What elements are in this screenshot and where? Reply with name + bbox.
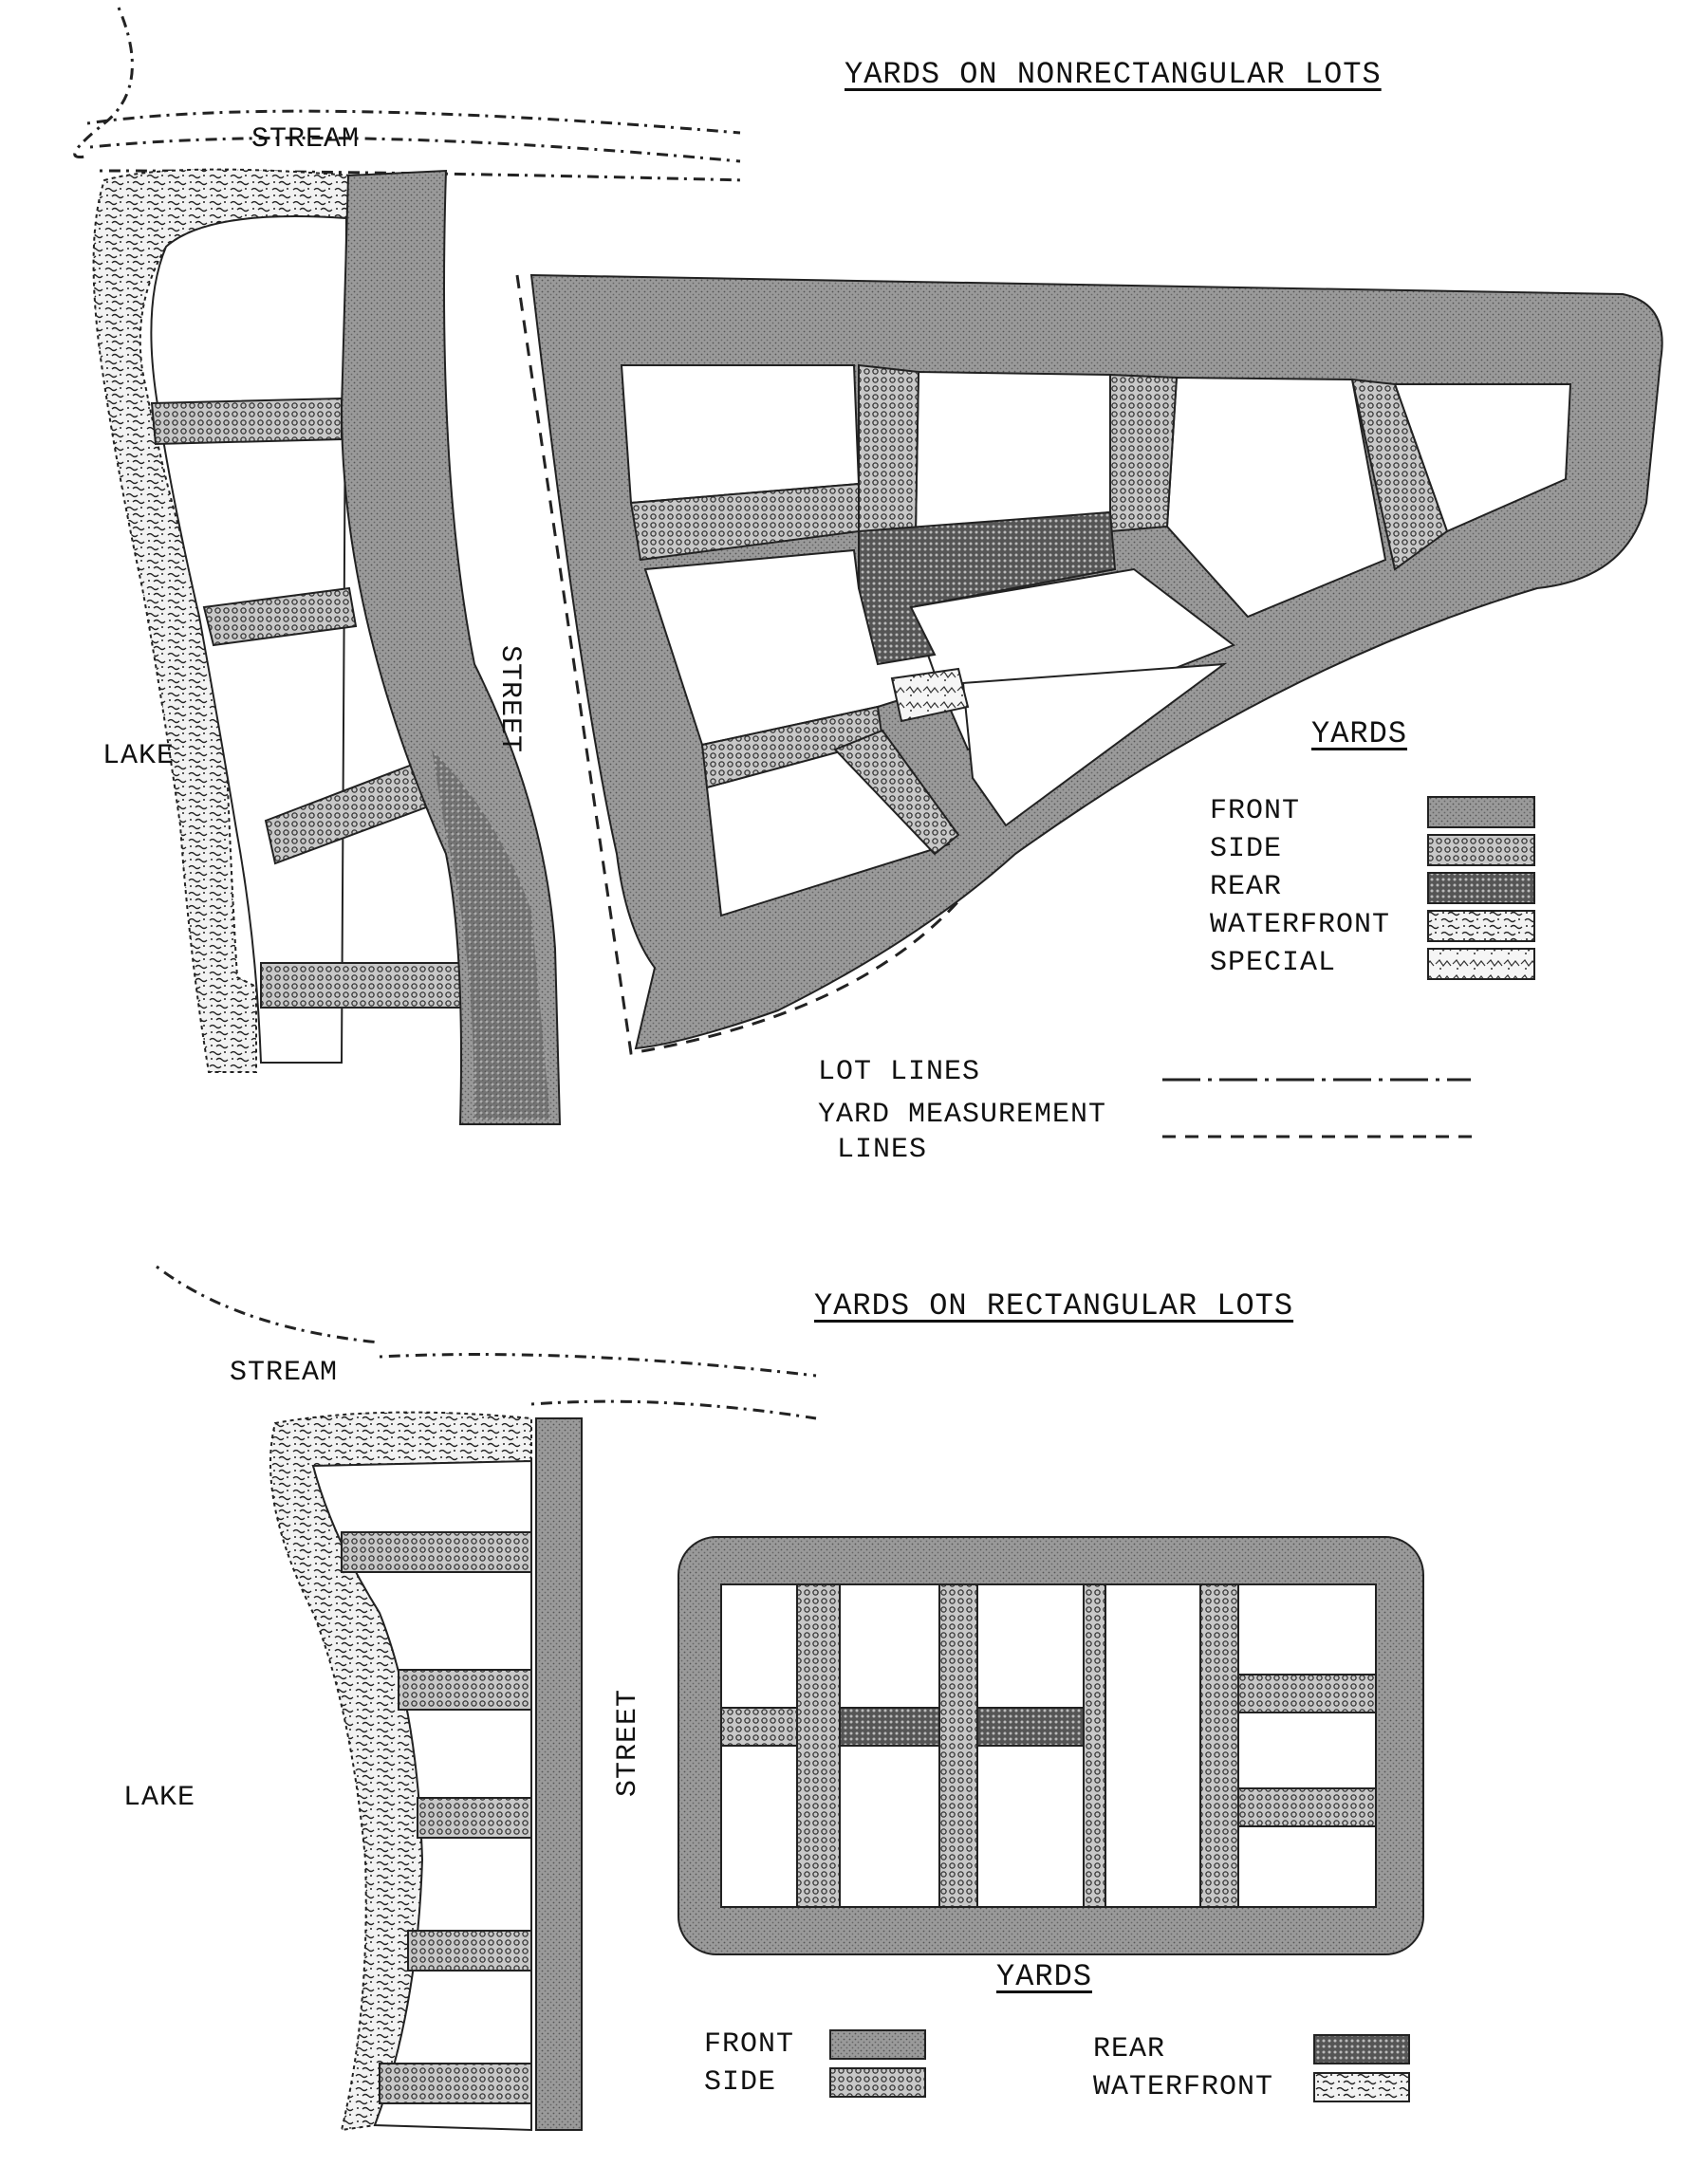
- bottom-legend-rear: REAR: [1093, 2033, 1166, 2065]
- top-street-label: STREET: [493, 645, 526, 754]
- top-legend-waterfront: WATERFRONT: [1210, 909, 1391, 941]
- top-legend-rear: REAR: [1210, 871, 1283, 903]
- top-lake-label: LAKE: [102, 740, 176, 772]
- top-stream-label: STREAM: [251, 123, 361, 156]
- bottom-title: YARDS ON RECTANGULAR LOTS: [814, 1288, 1294, 1324]
- legend-swatch-waterfront: [1428, 911, 1534, 941]
- top-right-lots: [622, 365, 1570, 916]
- legend2-swatch-side: [830, 2068, 925, 2097]
- bottom-street-label: STREET: [612, 1689, 644, 1798]
- bottom-stream: [157, 1267, 816, 1418]
- top-legend-front: FRONT: [1210, 795, 1301, 827]
- legend2-swatch-front: [830, 2030, 925, 2059]
- top-legend-title: YARDS: [1311, 716, 1408, 751]
- top-legend-side: SIDE: [1210, 833, 1283, 865]
- top-title: YARDS ON NONRECTANGULAR LOTS: [845, 57, 1382, 92]
- bottom-legend-side: SIDE: [704, 2066, 777, 2099]
- legend2-swatch-rear: [1314, 2035, 1409, 2064]
- legend-swatch-front: [1428, 797, 1534, 827]
- legend-swatch-rear: [1428, 873, 1534, 903]
- legend-lot-lines-label: LOT LINES: [818, 1056, 981, 1088]
- bottom-legend-front: FRONT: [704, 2028, 795, 2061]
- legend-yard-measurement-label-1: YARD MEASUREMENT: [818, 1099, 1107, 1131]
- top-legend-special: SPECIAL: [1210, 947, 1337, 979]
- bottom-legend-title: YARDS: [996, 1959, 1093, 1994]
- bottom-diagram: [157, 1267, 1423, 2130]
- top-legend-swatches: [1428, 797, 1534, 979]
- legend-yard-measurement-label-2: LINES: [837, 1134, 928, 1166]
- legend2-swatch-waterfront: [1314, 2073, 1409, 2101]
- legend-swatch-special: [1428, 949, 1534, 979]
- bottom-stream-label: STREAM: [230, 1357, 339, 1389]
- bottom-street-front-yard: [536, 1418, 582, 2130]
- bottom-legend-waterfront: WATERFRONT: [1093, 2071, 1274, 2103]
- legend-swatch-side: [1428, 835, 1534, 865]
- bottom-lake-label: LAKE: [123, 1782, 196, 1814]
- top-stream: [75, 8, 745, 180]
- top-diagram: [75, 8, 1662, 1124]
